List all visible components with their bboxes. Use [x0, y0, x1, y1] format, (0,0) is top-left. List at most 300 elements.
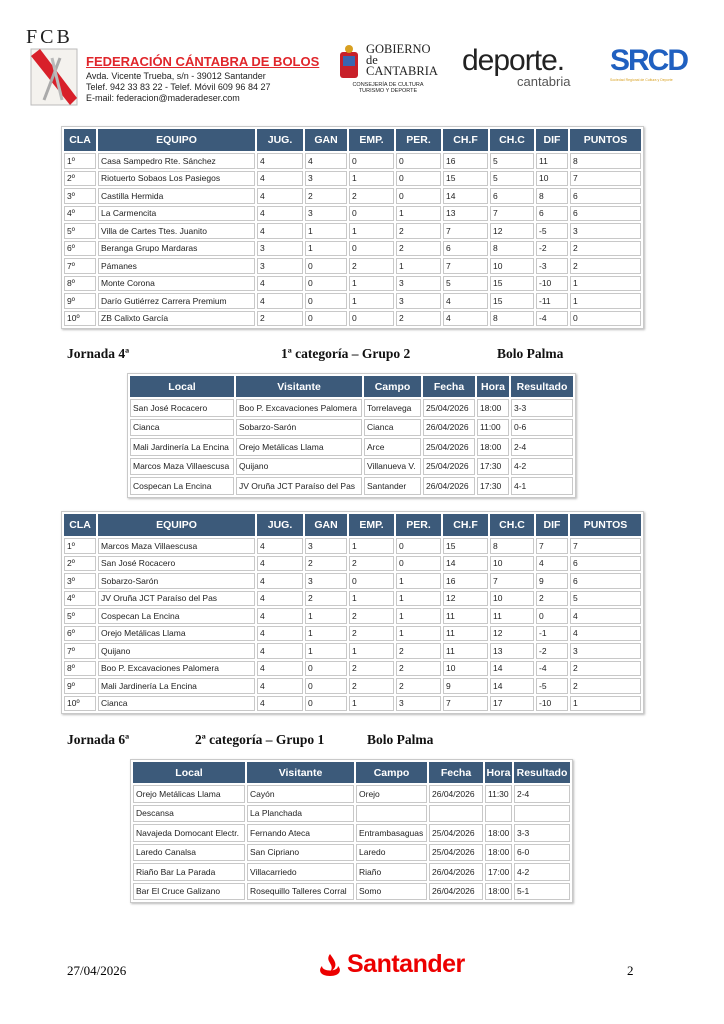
match-cell: Descansa [133, 805, 245, 823]
standings-cell: 1 [396, 573, 441, 589]
standings-cell: 4 [536, 556, 568, 572]
standings-cell: 11 [490, 608, 534, 624]
column-header: JUG. [257, 129, 303, 151]
match-cell: Entrambasaguas [356, 824, 427, 842]
standings-cell: Mali Jardinería La Encina [98, 678, 255, 694]
standings-cell: 9 [443, 678, 488, 694]
column-header: PER. [396, 514, 441, 536]
standings-cell: 2 [396, 661, 441, 677]
standings-cell: 10º [64, 696, 96, 712]
header-row [133, 762, 570, 783]
table-row [133, 883, 570, 901]
match-cell: 26/04/2026 [429, 863, 483, 881]
standings-cell: 7 [570, 538, 641, 554]
standings-cell: 4 [570, 608, 641, 624]
table-row [130, 458, 573, 476]
table-row [130, 477, 573, 495]
column-header: CH.F [443, 514, 488, 536]
table-row [64, 608, 641, 624]
standings-cell: 13 [443, 206, 488, 222]
match-cell: 0-6 [511, 419, 573, 437]
standings-cell: 2º [64, 556, 96, 572]
standings-cell: 1 [396, 206, 441, 222]
standings-cell: 6 [443, 241, 488, 257]
standings-cell: 1 [570, 696, 641, 712]
table-row [64, 591, 641, 607]
gobierno-line1: GOBIERNO [366, 42, 431, 56]
match-cell: 4-2 [511, 458, 573, 476]
standings-cell: 1 [396, 626, 441, 642]
match-cell: Torrelavega [364, 399, 421, 417]
standings-cell: -5 [536, 223, 568, 239]
match-cell: Sobarzo-Sarón [236, 419, 362, 437]
column-header: EQUIPO [98, 514, 255, 536]
standings-cell: 0 [305, 678, 347, 694]
column-header: Fecha [429, 762, 483, 783]
header-row [64, 129, 641, 151]
standings-cell: 5º [64, 223, 96, 239]
match-cell: 18:00 [477, 438, 509, 456]
standings-cell: Darío Gutiérrez Carrera Premium [98, 293, 255, 309]
standings-cell: San José Rocacero [98, 556, 255, 572]
standings-cell: 4 [443, 293, 488, 309]
column-header: JUG. [257, 514, 303, 536]
standings-cell: 11 [536, 153, 568, 169]
standings-cell: 6 [570, 206, 641, 222]
standings-cell: 4 [257, 643, 303, 659]
standings-cell: Cianca [98, 696, 255, 712]
column-header: GAN [305, 514, 347, 536]
standings-cell: 6 [536, 206, 568, 222]
standings-cell: 2 [396, 241, 441, 257]
column-header: Resultado [514, 762, 570, 783]
standings-cell: 7 [490, 573, 534, 589]
table-row [64, 678, 641, 694]
match-cell [485, 805, 512, 823]
match-cell: Villanueva V. [364, 458, 421, 476]
standings-cell: Villa de Cartes Ttes. Juanito [98, 223, 255, 239]
gobierno-line3: CANTABRIA [366, 64, 438, 78]
standings-cell: 2 [305, 188, 347, 204]
standings-cell: 1 [305, 223, 347, 239]
standings-cell: 2 [305, 591, 347, 607]
standings-cell: 4 [257, 661, 303, 677]
match-cell: Fernando Ateca [247, 824, 354, 842]
column-header: PER. [396, 129, 441, 151]
matches-table-2 [130, 759, 573, 903]
column-header: Local [133, 762, 245, 783]
match-cell [429, 805, 483, 823]
column-header: EQUIPO [98, 129, 255, 151]
categoria-heading-1: 1ª categoría – Grupo 2 [281, 346, 411, 361]
match-cell: 2-4 [514, 785, 570, 803]
standings-cell: 3 [396, 293, 441, 309]
standings-cell: 8º [64, 276, 96, 292]
srcd-text: SRCD [610, 44, 688, 77]
match-cell: Arce [364, 438, 421, 456]
column-header: CH.C [490, 514, 534, 536]
standings-cell: 2 [396, 643, 441, 659]
standings-cell: 5 [570, 591, 641, 607]
table-row [130, 438, 573, 456]
standings-cell: 13 [490, 643, 534, 659]
match-cell: Orejo Metálicas Llama [133, 785, 245, 803]
standings-cell: 3 [396, 696, 441, 712]
standings-cell: 0 [570, 311, 641, 327]
standings-cell: 11 [443, 643, 488, 659]
match-cell: 26/04/2026 [423, 419, 475, 437]
standings-cell: Marcos Maza Villaescusa [98, 538, 255, 554]
standings-cell: -10 [536, 276, 568, 292]
match-cell: 11:00 [477, 419, 509, 437]
column-header: Hora [477, 376, 509, 397]
match-cell: Riaño Bar La Parada [133, 863, 245, 881]
match-cell: Cianca [364, 419, 421, 437]
column-header: PUNTOS [570, 514, 641, 536]
standings-cell: 4 [570, 626, 641, 642]
standings-cell: 1 [349, 591, 394, 607]
address: Avda. Vicente Trueba, s/n - 39012 Santander [86, 71, 266, 81]
match-cell: 18:00 [485, 824, 512, 842]
standings-cell: 2 [349, 608, 394, 624]
standings-cell: 10 [490, 258, 534, 274]
standings-cell: 9 [536, 573, 568, 589]
deporte-sub: cantabria [517, 74, 571, 89]
standings-cell: 15 [443, 538, 488, 554]
standings-cell: 2 [570, 241, 641, 257]
standings-cell: 6º [64, 241, 96, 257]
standings-cell: Monte Corona [98, 276, 255, 292]
standings-cell: 3 [305, 206, 347, 222]
santander-logo [316, 950, 465, 979]
categoria-heading-2: 2ª categoría – Grupo 1 [195, 732, 325, 747]
standings-cell: 3 [396, 276, 441, 292]
matches-table-1 [127, 373, 576, 498]
match-cell: 17:30 [477, 458, 509, 476]
email: E-mail: federacion@maderadeser.com [86, 93, 240, 103]
standings-cell: 4 [257, 626, 303, 642]
table-row [64, 276, 641, 292]
jornada-heading-2: Jornada 6ª [67, 732, 130, 747]
standings-cell: 8 [490, 241, 534, 257]
match-cell: San Cipriano [247, 844, 354, 862]
match-cell: 25/04/2026 [429, 824, 483, 842]
standings-cell: Beranga Grupo Mardaras [98, 241, 255, 257]
standings-cell: 14 [443, 556, 488, 572]
column-header: Fecha [423, 376, 475, 397]
match-cell: 18:00 [485, 883, 512, 901]
standings-cell: 1 [305, 626, 347, 642]
standings-cell: 0 [305, 258, 347, 274]
match-cell: 2-4 [511, 438, 573, 456]
standings-cell: 2 [349, 626, 394, 642]
table-row [64, 538, 641, 554]
standings-cell: 4 [257, 573, 303, 589]
standings-cell: 3º [64, 573, 96, 589]
table-row [130, 419, 573, 437]
standings-cell: 17 [490, 696, 534, 712]
standings-cell: 2 [396, 223, 441, 239]
consejeria-line2: TURISMO Y DEPORTE [358, 88, 418, 94]
standings-cell: 2 [349, 258, 394, 274]
standings-cell: 9º [64, 293, 96, 309]
standings-cell: 1 [349, 293, 394, 309]
column-header: GAN [305, 129, 347, 151]
standings-cell: 7 [536, 538, 568, 554]
standings-cell: 14 [443, 188, 488, 204]
match-cell: 18:00 [485, 844, 512, 862]
match-cell: 3-3 [511, 399, 573, 417]
standings-cell: 0 [305, 661, 347, 677]
match-cell: 25/04/2026 [423, 399, 475, 417]
standings-cell: ZB Calixto García [98, 311, 255, 327]
match-cell: 26/04/2026 [429, 785, 483, 803]
standings-cell: 1º [64, 538, 96, 554]
standings-cell: 6 [570, 556, 641, 572]
match-cell: 11:30 [485, 785, 512, 803]
standings-cell: 2 [570, 661, 641, 677]
match-cell: 25/04/2026 [423, 438, 475, 456]
federation-name: FEDERACIÓN CÁNTABRA DE BOLOS [86, 54, 320, 69]
column-header: EMP. [349, 129, 394, 151]
match-cell: Laredo [356, 844, 427, 862]
standings-cell: Castilla Hermida [98, 188, 255, 204]
standings-cell: 2 [570, 258, 641, 274]
standings-cell: 15 [490, 276, 534, 292]
match-cell: JV Oruña JCT Paraíso del Pas [236, 477, 362, 495]
standings-cell: 0 [536, 608, 568, 624]
match-cell: Santander [364, 477, 421, 495]
table-row [133, 844, 570, 862]
standings-cell: 0 [305, 276, 347, 292]
standings-cell: 0 [349, 573, 394, 589]
standings-cell: Casa Sampedro Rte. Sánchez [98, 153, 255, 169]
standings-cell: 12 [490, 626, 534, 642]
table-row [64, 696, 641, 712]
match-cell: Cospecan La Encina [130, 477, 234, 495]
standings-cell: 3 [257, 258, 303, 274]
column-header: CH.F [443, 129, 488, 151]
srcd-sub: Sociedad Regional de Cultura y Deporte [610, 78, 673, 82]
standings-cell: 5 [490, 171, 534, 187]
standings-cell: 4 [257, 188, 303, 204]
standings-cell: 1 [570, 293, 641, 309]
table-row [133, 863, 570, 881]
standings-cell: 3 [570, 643, 641, 659]
standings-cell: 2 [257, 311, 303, 327]
standings-cell: 4º [64, 591, 96, 607]
standings-cell: 6 [570, 573, 641, 589]
standings-cell: 15 [443, 171, 488, 187]
standings-cell: 8 [570, 153, 641, 169]
standings-cell: 6 [490, 188, 534, 204]
standings-cell: Riotuerto Sobaos Los Pasiegos [98, 171, 255, 187]
standings-cell: -5 [536, 678, 568, 694]
match-cell: Orejo [356, 785, 427, 803]
standings-cell: 0 [349, 206, 394, 222]
deporte-cantabria-logo [462, 46, 570, 88]
standings-cell: 1 [349, 171, 394, 187]
standings-cell: 3 [305, 573, 347, 589]
standings-cell: 7 [443, 258, 488, 274]
column-header: DIF [536, 129, 568, 151]
table-row [64, 188, 641, 204]
standings-cell: 0 [396, 153, 441, 169]
standings-cell: 2 [349, 678, 394, 694]
standings-cell: 0 [305, 293, 347, 309]
standings-cell: 7º [64, 643, 96, 659]
fcb-letters: FCB [26, 26, 73, 48]
match-cell: Mali Jardinería La Encina [130, 438, 234, 456]
table-row [64, 661, 641, 677]
match-cell: 17:30 [477, 477, 509, 495]
standings-cell: 1 [396, 258, 441, 274]
standings-cell: -4 [536, 661, 568, 677]
column-header: Visitante [247, 762, 354, 783]
federation-info [86, 54, 319, 104]
column-header: Campo [356, 762, 427, 783]
standings-cell: 4 [257, 696, 303, 712]
match-cell: Marcos Maza Villaescusa [130, 458, 234, 476]
column-header: Resultado [511, 376, 573, 397]
fcb-logo [26, 26, 82, 114]
standings-cell: 2 [570, 678, 641, 694]
standings-cell: 0 [396, 171, 441, 187]
srcd-logo [610, 44, 710, 82]
standings-cell: 3 [305, 538, 347, 554]
column-header: EMP. [349, 514, 394, 536]
match-cell: 26/04/2026 [429, 883, 483, 901]
standings-cell: 7º [64, 258, 96, 274]
deporte-text: deporte. [462, 44, 565, 77]
standings-cell: Boo P. Excavaciones Palomera [98, 661, 255, 677]
match-cell: Riaño [356, 863, 427, 881]
header-row [130, 376, 573, 397]
match-cell: 25/04/2026 [423, 458, 475, 476]
match-cell: Bar El Cruce Galizano [133, 883, 245, 901]
standings-cell: 5 [443, 276, 488, 292]
standings-cell: 8º [64, 661, 96, 677]
standings-cell: 7 [443, 223, 488, 239]
column-header: Hora [485, 762, 512, 783]
match-cell: San José Rocacero [130, 399, 234, 417]
standings-cell: 7 [490, 206, 534, 222]
standings-cell: -2 [536, 643, 568, 659]
standings-cell: 4 [257, 293, 303, 309]
match-cell: Orejo Metálicas Llama [236, 438, 362, 456]
standings-table-2 [61, 511, 644, 714]
match-cell: 17:00 [485, 863, 512, 881]
table-row [64, 206, 641, 222]
standings-cell: 1º [64, 153, 96, 169]
table-row [64, 626, 641, 642]
standings-cell: 1 [349, 538, 394, 554]
match-cell: La Planchada [247, 805, 354, 823]
table-row [64, 311, 641, 327]
standings-cell: La Carmencita [98, 206, 255, 222]
consejeria-line1: CONSEJERÍA DE CULTURA [352, 82, 424, 88]
match-cell: 26/04/2026 [423, 477, 475, 495]
standings-cell: 10º [64, 311, 96, 327]
standings-cell: 4 [257, 171, 303, 187]
standings-cell: 4 [305, 153, 347, 169]
table-row [133, 785, 570, 803]
match-cell: 4-2 [514, 863, 570, 881]
table-row [64, 573, 641, 589]
standings-cell: 2 [349, 661, 394, 677]
table-row [64, 258, 641, 274]
standings-cell: 12 [490, 223, 534, 239]
standings-cell: 5º [64, 608, 96, 624]
standings-cell: 2 [349, 188, 394, 204]
table-row [64, 171, 641, 187]
table-row [130, 399, 573, 417]
match-cell: Quijano [236, 458, 362, 476]
standings-cell: 1 [570, 276, 641, 292]
standings-cell: 15 [490, 293, 534, 309]
standings-cell: 1 [305, 643, 347, 659]
standings-cell: 6º [64, 626, 96, 642]
standings-cell: 1 [349, 643, 394, 659]
standings-cell: 8 [536, 188, 568, 204]
standings-cell: Sobarzo-Sarón [98, 573, 255, 589]
match-cell: 6-0 [514, 844, 570, 862]
standings-cell: Cospecan La Encina [98, 608, 255, 624]
table-row [133, 824, 570, 842]
match-cell: Somo [356, 883, 427, 901]
standings-cell: 14 [490, 661, 534, 677]
standings-cell: JV Oruña JCT Paraíso del Pas [98, 591, 255, 607]
standings-cell: -4 [536, 311, 568, 327]
standings-cell: 1 [349, 696, 394, 712]
standings-cell: 12 [443, 591, 488, 607]
match-cell [514, 805, 570, 823]
standings-cell: 7 [443, 696, 488, 712]
standings-cell: 4 [257, 608, 303, 624]
standings-cell: 3º [64, 188, 96, 204]
match-cell [356, 805, 427, 823]
santander-flame-icon [316, 952, 344, 978]
standings-cell: 2 [536, 591, 568, 607]
column-header: PUNTOS [570, 129, 641, 151]
modalidad-heading-1: Bolo Palma [497, 346, 564, 361]
gobierno-line2: de [366, 53, 378, 67]
standings-cell: 4 [443, 311, 488, 327]
standings-cell: 0 [349, 311, 394, 327]
table-row [64, 153, 641, 169]
footer-date: 27/04/2026 [67, 963, 127, 978]
standings-cell: 3 [305, 171, 347, 187]
standings-cell: -11 [536, 293, 568, 309]
standings-cell: 10 [443, 661, 488, 677]
standings-cell: 10 [490, 591, 534, 607]
standings-cell: 2 [396, 311, 441, 327]
match-cell: Rosequillo Talleres Corral [247, 883, 354, 901]
match-cell: Laredo Canalsa [133, 844, 245, 862]
match-cell: Villacarriedo [247, 863, 354, 881]
standings-cell: 14 [490, 678, 534, 694]
match-cell: 3-3 [514, 824, 570, 842]
standings-cell: 1 [349, 276, 394, 292]
standings-cell: 1 [396, 608, 441, 624]
standings-cell: 5 [490, 153, 534, 169]
coat-of-arms-icon [338, 44, 360, 82]
column-header: Local [130, 376, 234, 397]
santander-text: Santander [347, 950, 465, 978]
standings-cell: -2 [536, 241, 568, 257]
table-row [64, 223, 641, 239]
match-cell: Cayón [247, 785, 354, 803]
